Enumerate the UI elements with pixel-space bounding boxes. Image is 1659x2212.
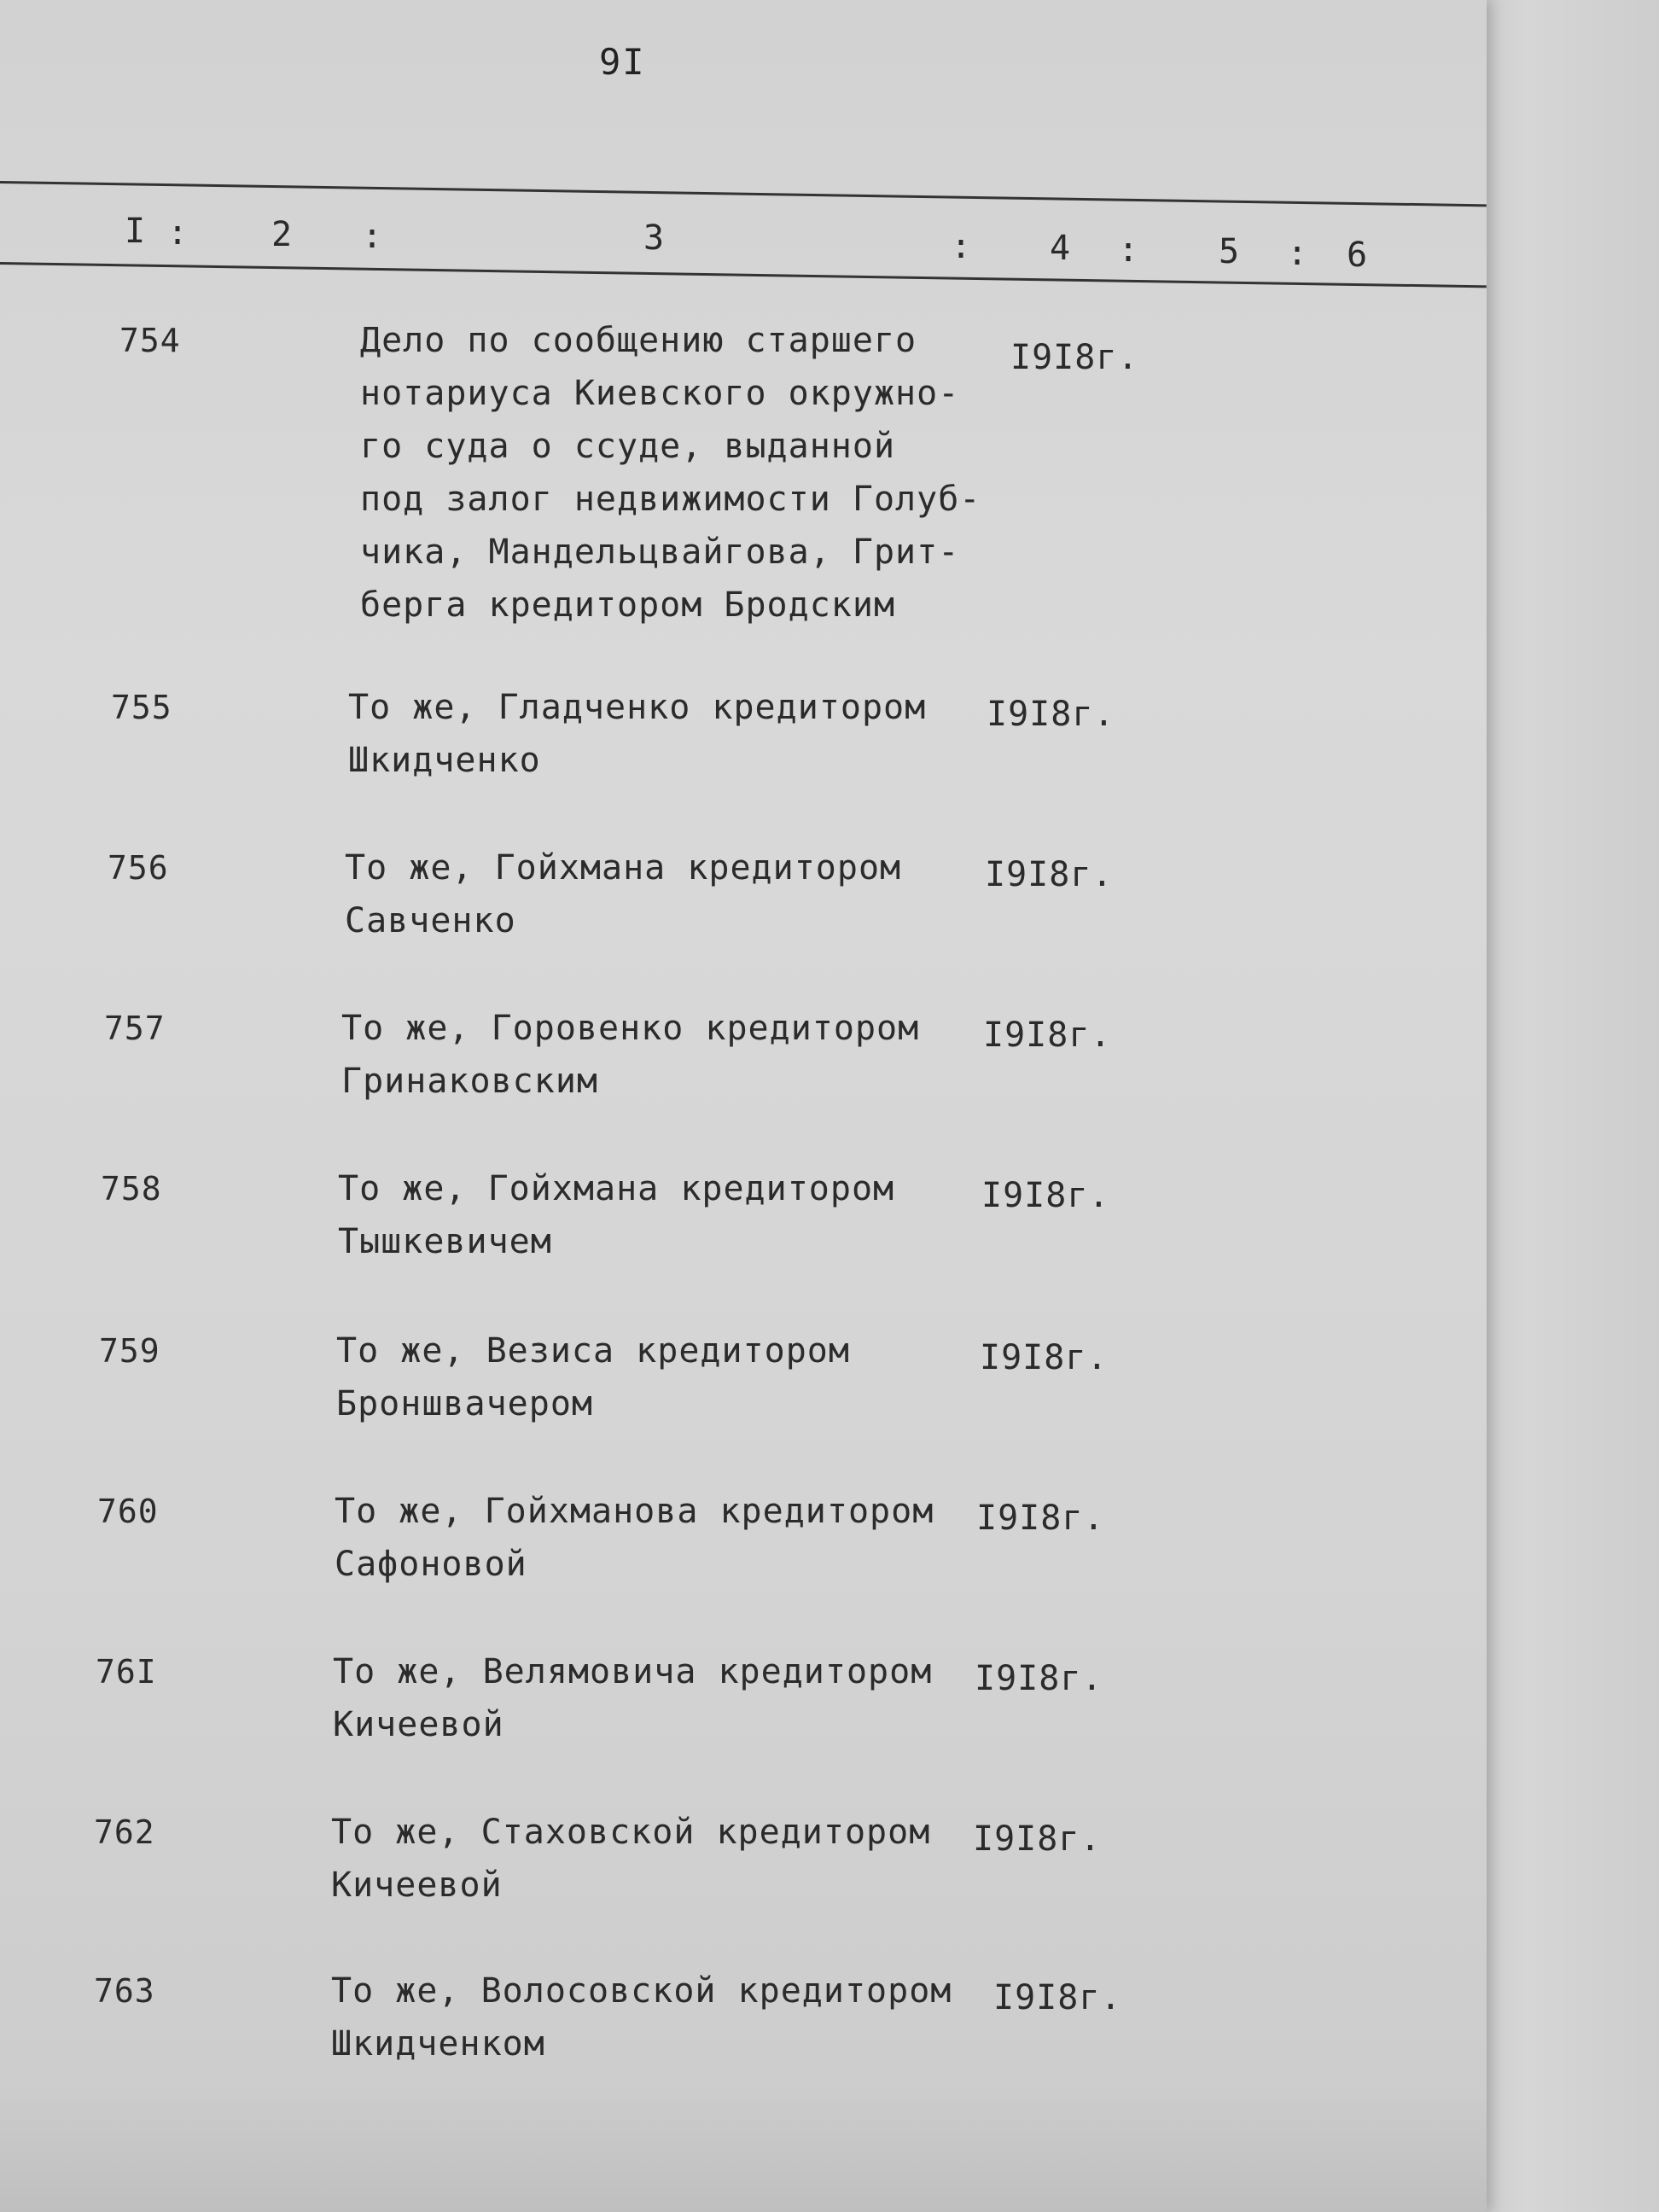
entry-description: То же, Стаховской кредитором Кичеевой bbox=[331, 1813, 931, 1905]
entry-year: I9I8г. bbox=[993, 1978, 1122, 2017]
column-header-3: 3 bbox=[643, 218, 665, 258]
entry-description: То же, Горовенко кредитором Гринаковским bbox=[341, 1009, 920, 1101]
column-header-1: I bbox=[125, 212, 146, 251]
entry-description: То же, Везиса кредитором Броншвачером bbox=[336, 1331, 850, 1423]
page-number: 9I bbox=[599, 41, 646, 83]
entry-number: 754 bbox=[119, 322, 181, 359]
entry-number: 756 bbox=[108, 849, 169, 887]
page-bottom-shade bbox=[0, 2082, 1487, 2212]
entry-description: Дело по сообщению старшего нотариуса Киевского окружно- го суда о ссуде, выданной под залог недвижимости Голуб- чика, Мандельцвайгова, Грит- берга кредитором Бродским bbox=[360, 321, 981, 625]
column-header-6: 6 bbox=[1347, 236, 1368, 275]
underlying-sheet bbox=[1468, 0, 1659, 2212]
entry-description: То же, Гойхманова кредитором Сафоновой bbox=[335, 1492, 934, 1584]
entry-number: 76I bbox=[96, 1653, 157, 1691]
entry-year: I9I8г. bbox=[975, 1659, 1103, 1698]
entry-year: I9I8г. bbox=[983, 1016, 1112, 1055]
entry-number: 759 bbox=[99, 1332, 160, 1370]
column-header-separator: : bbox=[1287, 234, 1308, 273]
entry-year: I9I8г. bbox=[985, 855, 1114, 894]
entry-year: I9I8г. bbox=[973, 1819, 1102, 1859]
column-header-separator: : bbox=[167, 213, 189, 253]
entry-year: I9I8г. bbox=[976, 1499, 1105, 1538]
column-header bbox=[0, 196, 1487, 275]
entry-number: 760 bbox=[97, 1493, 159, 1530]
entry-year: I9I8г. bbox=[981, 1176, 1110, 1215]
entry-year: I9I8г. bbox=[1010, 338, 1139, 377]
entry-description: То же, Гойхмана кредитором Тышкевичем bbox=[338, 1169, 895, 1261]
entry-year: I9I8г. bbox=[987, 695, 1115, 734]
entry-description: То же, Гладченко кредитором Шкидченко bbox=[348, 688, 927, 780]
entry-description: То же, Волосовской кредитором Шкидченком bbox=[331, 1971, 952, 2064]
entry-description: То же, Велямовича кредитором Кичеевой bbox=[333, 1652, 933, 1744]
column-header-2: 2 bbox=[271, 215, 293, 254]
entry-number: 758 bbox=[101, 1170, 162, 1208]
column-header-separator: : bbox=[1118, 230, 1139, 270]
column-header-5: 5 bbox=[1219, 232, 1240, 271]
header-bottom-rule bbox=[0, 262, 1487, 288]
entry-number: 763 bbox=[94, 1972, 155, 2010]
entry-number: 762 bbox=[94, 1813, 155, 1851]
column-header-4: 4 bbox=[1050, 229, 1071, 268]
entry-number: 755 bbox=[111, 689, 172, 726]
entry-year: I9I8г. bbox=[980, 1338, 1109, 1377]
entry-number: 757 bbox=[104, 1010, 166, 1047]
column-header-separator: : bbox=[951, 227, 972, 266]
column-header-separator: : bbox=[362, 217, 383, 256]
entry-description: То же, Гойхмана кредитором Савченко bbox=[345, 848, 902, 940]
